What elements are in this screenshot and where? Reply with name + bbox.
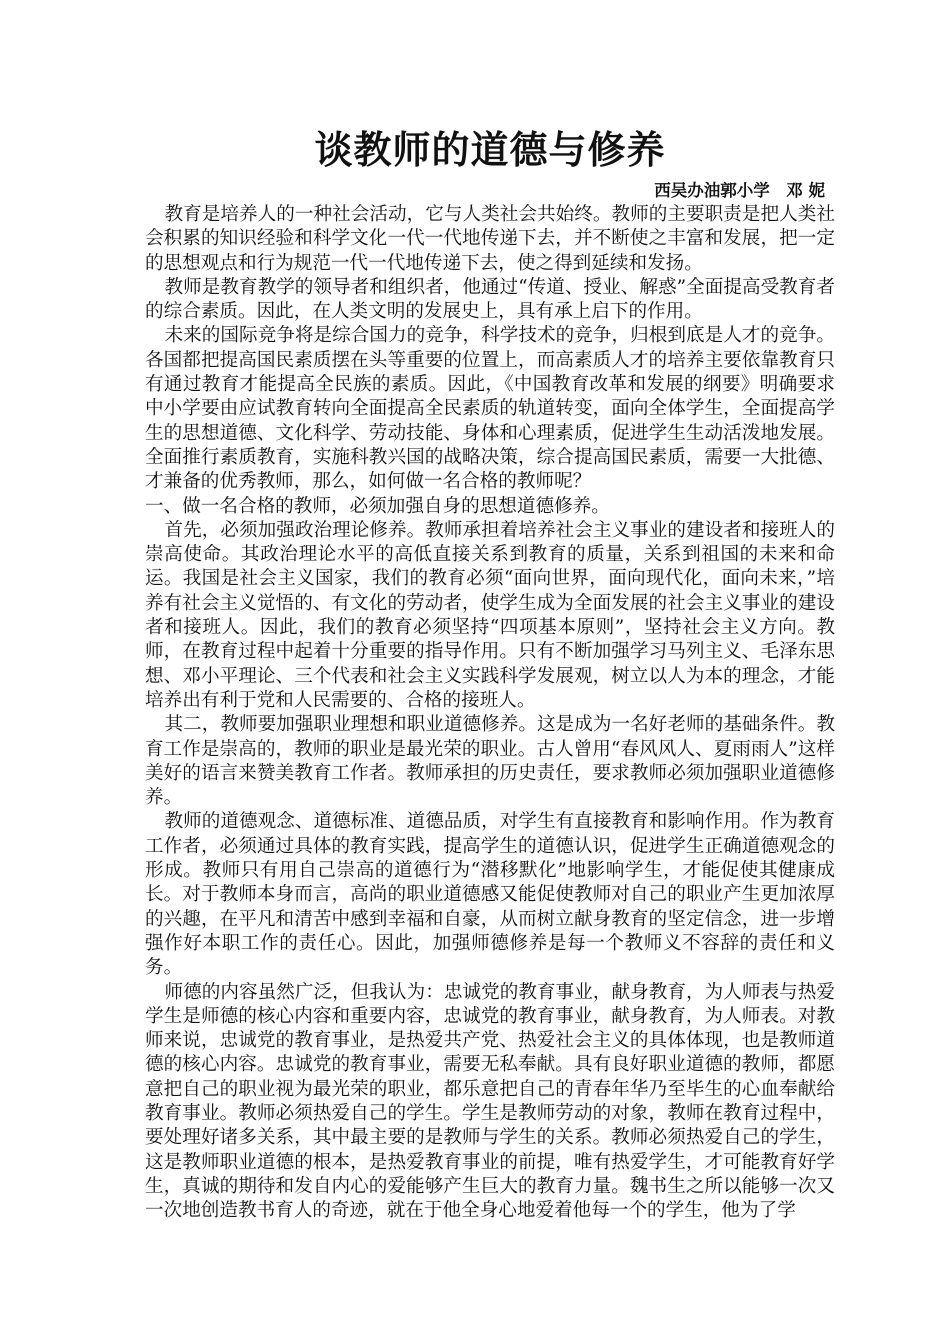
paragraph: 未来的国际竞争将是综合国力的竞争，科学技术的竞争，归根到底是人才的竞争。各国都把提高国民素质摆在头等重要的位置上，而高素质人才的培养主要依靠教育只有通过教育才能提高全民族的素质。因此，《中国教育改革和发展的纲要》明确要求中小学要由应试教育转向全面提高全民素质的轨道转变，面向全体学生，全面提高学生的思想道德、文化科学、劳动技能、身体和心理素质，促进学生生动活泼地发展。全面推行素质教育，实施科教兴国的战略决策，综合提高国民素质，需要一大批德、才兼备的优秀教师，那么，如何做一名合格的教师呢？ [145,325,835,493]
paragraph: 师德的内容虽然广泛，但我认为：忠诚党的教育事业，献身教育，为人师表与热爱学生是师德的核心内容和重要内容，忠诚党的教育事业，献身教育，为人师表。对教师来说，忠诚党的教育事业，是热爱共产党、热爱社会主义的具体体现，也是教师道德的核心内容。忠诚党的教育事业，需要无私奉献。具有良好职业道德的教师，都愿意把自己的职业视为最光荣的职业，都乐意把自己的青春年华乃至毕生的心血奉献给教育事业。教师必须热爱自己的学生。学生是教师劳动的对象，教师在教育过程中，要处理好诸多关系，其中最主要的是教师与学生的关系。教师必须热爱自己的学生，这是教师职业道德的根本，是热爱教育事业的前提，唯有热爱学生，才可能教育好学生，真诚的期待和发自内心的爱能够产生巨大的教育力量。魏书生之所以能够一次又一次地创造教书育人的奇迹，就在于他全身心地爱着他每一个的学生，他为了学 [145,981,835,1222]
author-line: 西吴办油郭小学 邓 妮 [654,181,825,200]
paragraph: 首先，必须加强政治理论修养。教师承担着培养社会主义事业的建设者和接班人的崇高使命。其政治理论水平的高低直接关系到教育的质量，关系到祖国的未来和命运。我国是社会主义国家，我们的教育必须“面向世界，面向现代化，面向未来，”培养有社会主义觉悟的、有文化的劳动者，使学生成为全面发展的社会主义事业的建设者和接班人。因此，我们的教育必须坚持“四项基本原则”，坚持社会主义方向。教师，在教育过程中起着十分重要的指导作用。只有不断加强学习马列主义、毛泽东思想、邓小平理论、三个代表和社会主义实践科学发展观，树立以人为本的理念，才能培养出有利于党和人民需要的、合格的接班人。 [145,519,835,711]
document-title: 谈教师的道德与修养 [314,128,666,172]
paragraph: 教师的道德观念、道德标准、道德品质，对学生有直接教育和影响作用。作为教育工作者，必须通过具体的教育实践，提高学生的道德认识，促进学生正确道德观念的形成。教师只有用自己崇高的道德行为“潜移默化”地影响学生，才能促使其健康成长。对于教师本身而言，高尚的职业道德感又能促使教师对自己的职业产生更加浓厚的兴趣，在平凡和清苦中感到幸福和自豪，从而树立献身教育的坚定信念，进一步增强作好本职工作的责任心。因此，加强师德修养是每一个教师义不容辞的责任和义务。 [145,811,835,979]
document-body [145,203,835,1223]
paragraph: 教师是教育教学的领导者和组织者，他通过“传道、授业、解惑”全面提高受教育者的综合素质。因此，在人类文明的发展史上，具有承上启下的作用。 [145,276,835,323]
paragraph: 教育是培养人的一种社会活动，它与人类社会共始终。教师的主要职责是把人类社会积累的知识经验和科学文化一代一代地传递下去，并不断使之丰富和发展，把一定的思想观点和行为规范一代一代地传递下去，使之得到延续和发扬。 [145,204,835,274]
section-heading: 一、做一名合格的教师，必须加强自身的思想道德修养。 [145,495,610,517]
document-page [145,122,835,1223]
paragraph: 其二，教师要加强职业理想和职业道德修养。这是成为一名好老师的基础条件。教育工作是崇高的，教师的职业是最光荣的职业。古人曾用“春风风人、夏雨雨人”这样美好的语言来赞美教育工作者。教师承担的历史责任，要求教师必须加强职业道德修养。 [145,714,835,809]
